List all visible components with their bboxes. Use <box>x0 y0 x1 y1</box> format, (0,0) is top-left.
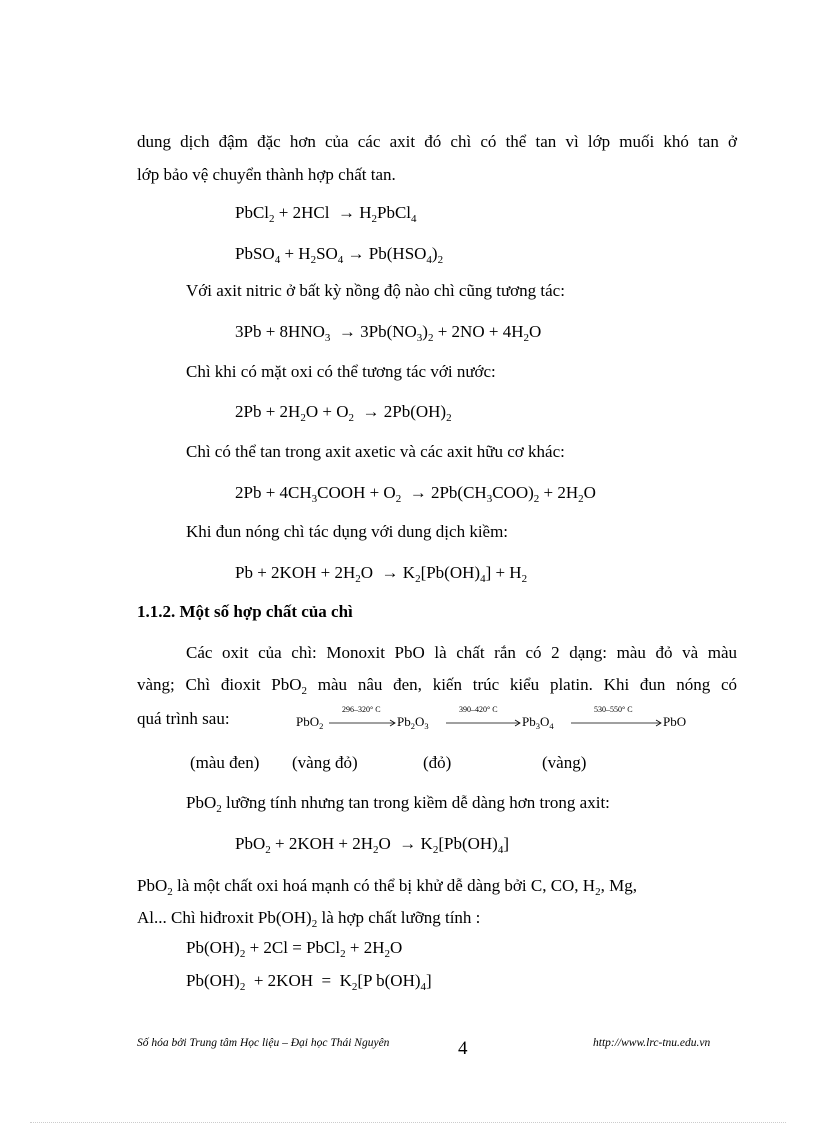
equation-hydroxide-koh: $Pb(OH)_2 + 2KOH = K_2[P$ $b(OH)_4$] <box>186 971 432 993</box>
color-label-black: (màu đen) <box>190 753 260 772</box>
color-label-yellow-red: (vàng đỏ) <box>292 753 358 772</box>
text-run: lưỡng tính nhưng tan trong kiềm dễ dàng hơn trong axit: <box>221 793 610 812</box>
paragraph-line: quá trình sau: <box>137 709 230 728</box>
footer-url[interactable]: http://www.lrc-tnu.edu.vn <box>593 1037 711 1049</box>
paragraph-line: Al... Chì hiđroxit $Pb(OH)_2$ là hợp chất lưỡng tính : <box>137 908 481 930</box>
condition-2: 390–420° C <box>459 705 498 714</box>
equation-pbcl2: PbCl$_2$ + $2HCl \to H_2PbCl_4$ <box>235 203 417 225</box>
page-number: 4 <box>458 1038 468 1059</box>
species-pbo2: PbO$_2$ <box>296 714 324 731</box>
text-run: PbO <box>137 876 168 895</box>
paragraph-line: Chì khi có mặt oxi có thể tương tác với nước: <box>186 362 496 381</box>
equation-water: $2Pb + 2H_2O + O_2 \to 2Pb(OH)_2$ <box>235 402 452 424</box>
text-run: , Mg, <box>600 876 637 895</box>
paragraph-line: Với axit nitric ở bất kỳ nồng độ nào chì cũng tương tác: <box>186 281 565 300</box>
equation-pbo2-koh: $PbO_2 + 2KOH + 2H_2O \to K_2[Pb(OH)_4]$ <box>235 834 510 856</box>
species-pb3o4: $Pb_3O_4$ <box>522 714 554 731</box>
text-run: PbO <box>186 793 217 812</box>
equation-hydroxide-cl: $Pb(OH)_2 + 2Cl$ = PbCl$_2$ + $2H_2O$ <box>186 938 403 960</box>
text-run: Al... Chì hiđroxit Pb(OH) <box>137 908 312 927</box>
condition-3: 530–550° C <box>594 705 633 714</box>
species-pb2o3: $Pb_2O_3$ <box>397 714 429 731</box>
text-run: vàng; Chì đioxit PbO <box>137 675 302 694</box>
equation-nitric: $3Pb + 8HNO_3 \to 3Pb(NO_3)_2 + 2NO + 4H_2O$ <box>235 322 542 344</box>
equation-alkali: $Pb + 2KOH + 2H_2O \to K_2[Pb(OH)_4] + H_2$ <box>235 563 528 585</box>
paragraph-line: dung dịch đậm đặc hơn của các axit đó chì có thể tan vì lớp muối khó tan ở <box>137 132 737 151</box>
footer-source: Số hóa bởi Trung tâm Học liệu – Đại học Thái Nguyên <box>137 1037 390 1049</box>
text-run: là một chất oxi hoá mạnh có thể bị khử dễ dàng bởi C, CO, H <box>172 876 596 895</box>
condition-1: 296–320° C <box>342 705 381 714</box>
text-run: màu nâu đen, kiến trúc kiểu platin. Khi đun nóng có <box>307 675 738 694</box>
paragraph-line: Khi đun nóng chì tác dụng với dung dịch kiềm: <box>186 522 509 541</box>
paragraph-line: Chì có thể tan trong axit axetic và các axit hữu cơ khác: <box>186 442 565 461</box>
color-label-yellow: (vàng) <box>542 753 587 772</box>
equation-acetic: $2Pb + 4CH_3COOH + O_2 \to 2Pb(CH_3COO)_2 + 2H_2O$ <box>235 483 596 505</box>
paragraph-line: PbO$_2$ lưỡng tính nhưng tan trong kiềm dễ dàng hơn trong axit: <box>186 793 610 815</box>
color-label-red: (đỏ) <box>423 753 452 772</box>
thermal-decomposition-scheme <box>296 705 716 739</box>
equation-pbso4: PbSO$_4$ + $H_2SO_4 \to Pb(HSO_4)_2$ <box>235 244 444 266</box>
section-heading: 1.1.2. Một số hợp chất của chì <box>137 602 353 621</box>
paragraph-line: PbO$_2$ là một chất oxi hoá mạnh có thể bị khử dễ dàng bởi C, CO, $H_2$, Mg, <box>137 876 637 898</box>
species-pbo: PbO <box>663 714 687 729</box>
paragraph-line: lớp bảo vệ chuyển thành hợp chất tan. <box>137 165 396 184</box>
paragraph-line: vàng; Chì đioxit PbO$_2$ màu nâu đen, kiến trúc kiểu platin. Khi đun nóng có <box>137 675 738 697</box>
text-run: là hợp chất lưỡng tính : <box>317 908 481 927</box>
paragraph-line: Các oxit của chì: Monoxit PbO là chất rắn có 2 dạng: màu đỏ và màu <box>186 643 737 662</box>
